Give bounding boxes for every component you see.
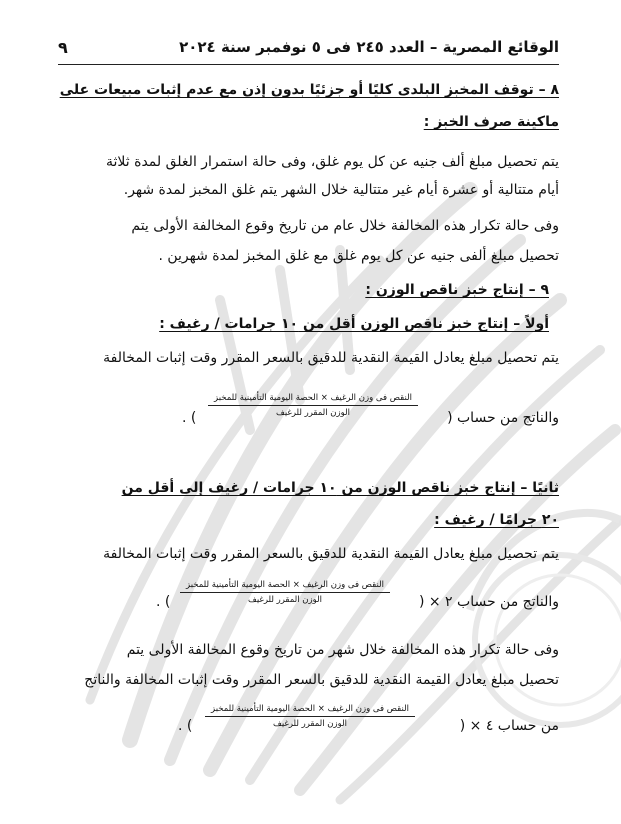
item-8-para1-line1: يتم تحصيل مبلغ ألف جنيه عن كل يوم غلق، وفى حالة استمرار الغلق لمدة ثلاثة [106, 154, 559, 170]
item-9-first-body: يتم تحصيل مبلغ يعادل القيمة النقدية للدقيق بالسعر المقرر وقت إثبات المخالفة [103, 350, 559, 366]
item-9-repeat-line2: تحصيل مبلغ يعادل القيمة النقدية للدقيق بالسعر المقرر وقت إثبات المخالفة والناتج [84, 672, 559, 688]
page-number: ٩ [58, 38, 68, 57]
formula-1-denominator: الوزن المقرر للرغيف [276, 408, 350, 418]
page-header [58, 38, 559, 62]
formula-2-denominator: الوزن المقرر للرغيف [248, 595, 322, 605]
formula-3-fraction [205, 704, 415, 729]
formula-2-lead: والناتج من حساب ٢ × ( [418, 594, 559, 610]
formula-1-fraction [208, 393, 418, 418]
item-8-title-line2: ماكينة صرف الخبز : [423, 114, 559, 130]
item-8-para1-line2: أيام متتالية أو عشرة أيام غير متتالية خلال الشهر يتم غلق المخبز لمدة شهر. [123, 182, 559, 198]
item-9-title: ٩ – إنتاج خبز ناقص الوزن : [365, 282, 549, 298]
item-9-second-body: يتم تحصيل مبلغ يعادل القيمة النقدية للدقيق بالسعر المقرر وقت إثبات المخالفة [103, 546, 559, 562]
item-8-para2-line2: تحصيل مبلغ ألفى جنيه عن كل يوم غلق مع غلق المخبز لمدة شهرين . [158, 248, 559, 264]
header-title: الوقائع المصرية – العدد ٢٤٥ فى ٥ نوفمبر سنة ٢٠٢٤ [179, 38, 559, 56]
item-9-first-heading: أولاً – إنتاج خبز ناقص الوزن أقل من ١٠ جرامات / رغيف : [159, 316, 549, 332]
formula-3-tail: ) . [178, 718, 193, 734]
formula-3-lead: من حساب ٤ × ( [459, 718, 559, 734]
formula-1-lead: والناتج من حساب ( [447, 410, 559, 426]
formula-1-numerator: النقص فى وزن الرغيف × الحصة اليومية التأمينية للمخبز [214, 393, 412, 403]
formula-2-tail: ) . [156, 594, 171, 610]
item-9-second-heading-line2: ٢٠ جرامًا / رغيف : [434, 512, 559, 528]
item-8-title-line1: ٨ – توقف المخبز البلدى كليًا أو جزئيًا بدون إذن مع عدم إثبات مبيعات على [59, 82, 559, 98]
header-divider [58, 64, 559, 65]
formula-3-denominator: الوزن المقرر للرغيف [273, 719, 347, 729]
item-9-second-heading-line1: ثانيًا – إنتاج خبز ناقص الوزن من ١٠ جرامات / رغيف إلى أقل من [121, 480, 559, 496]
formula-2-fraction [180, 580, 390, 605]
item-9-repeat-line1: وفى حالة تكرار هذه المخالفة خلال شهر من تاريخ وقوع المخالفة الأولى يتم [126, 642, 559, 658]
item-8-para2-line1: وفى حالة تكرار هذه المخالفة خلال عام من تاريخ وقوع المخالفة الأولى يتم [131, 218, 559, 234]
formula-3-numerator: النقص فى وزن الرغيف × الحصة اليومية التأمينية للمخبز [211, 704, 409, 714]
formula-1-tail: ) . [182, 410, 197, 426]
formula-2-numerator: النقص فى وزن الرغيف × الحصة اليومية التأمينية للمخبز [186, 580, 384, 590]
